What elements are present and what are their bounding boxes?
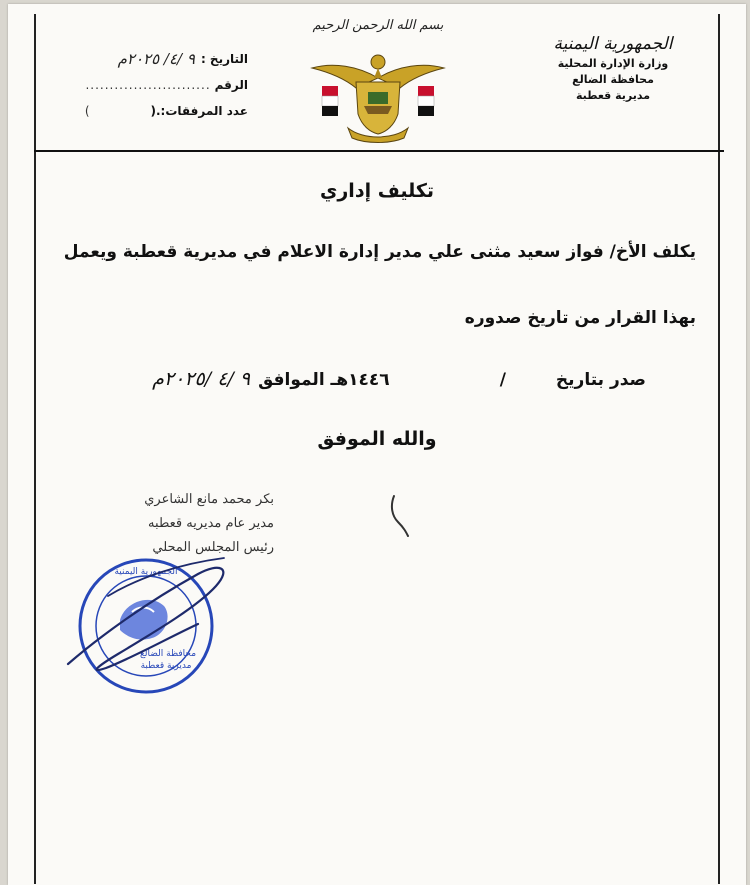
ink-mark-icon: [386, 492, 414, 538]
stamp-line-1: محافظة الضالع: [139, 649, 197, 659]
republic-name: الجمهورية اليمنية: [553, 34, 673, 54]
basmala: بسم الله الرحمن الرحيم: [312, 18, 444, 33]
date-label: التاريخ :: [200, 52, 248, 66]
attachments-close: ): [84, 104, 91, 118]
attachments-label: عدد المرفقات:.(: [150, 104, 248, 118]
number-label: الرقم: [214, 78, 248, 92]
issuer-block: [538, 34, 688, 104]
stamp-line-2: مديرية قعطبة: [140, 661, 192, 671]
date-value: ٩ /٤/ ٢٠٢٥م: [117, 50, 195, 68]
signatory-role-1: مدير عام مديريه قعطبه: [148, 516, 274, 531]
document-title: تكليف إداري: [319, 180, 435, 202]
attachments-row: [68, 98, 248, 124]
issued-date-row: [106, 368, 646, 390]
directorate-name: مديرية قعطبة: [575, 89, 651, 102]
signatory-role-2: رئيس المجلس المحلي: [152, 540, 274, 555]
ministry-name: وزارة الإدارة المحلية: [557, 57, 669, 70]
official-stamp: [48, 534, 248, 704]
issued-label: صدر بتاريخ: [555, 370, 646, 390]
assignment-text-line-1: يكلف الأخ/ فواز سعيد مثنى علي مدير إدارة الاعلام في مديرية قعطبة ويعمل: [63, 242, 696, 262]
assignment-text-line-2: بهذا القرار من تاريخ صدوره: [464, 308, 696, 328]
document-page: [8, 4, 746, 885]
reference-block: [68, 46, 248, 124]
eagle-emblem-icon: [308, 48, 448, 146]
issued-slash: /: [499, 370, 506, 390]
date-row: [68, 46, 248, 72]
issued-gregorian-date: ٩ /٤ /٢٠٢٥م: [152, 368, 251, 390]
governorate-name: محافظة الضالع: [572, 73, 654, 86]
stamp-ring-text: الجمهورية اليمنية: [114, 567, 178, 577]
issued-hijri-date: ١٤٤٦هـ الموافق: [258, 370, 390, 390]
number-row: [68, 72, 248, 98]
signatory-name: بكر محمد مانع الشاعري: [144, 492, 274, 507]
number-dots: ..........................: [85, 78, 211, 92]
closing-phrase: والله الموفق: [317, 428, 437, 450]
